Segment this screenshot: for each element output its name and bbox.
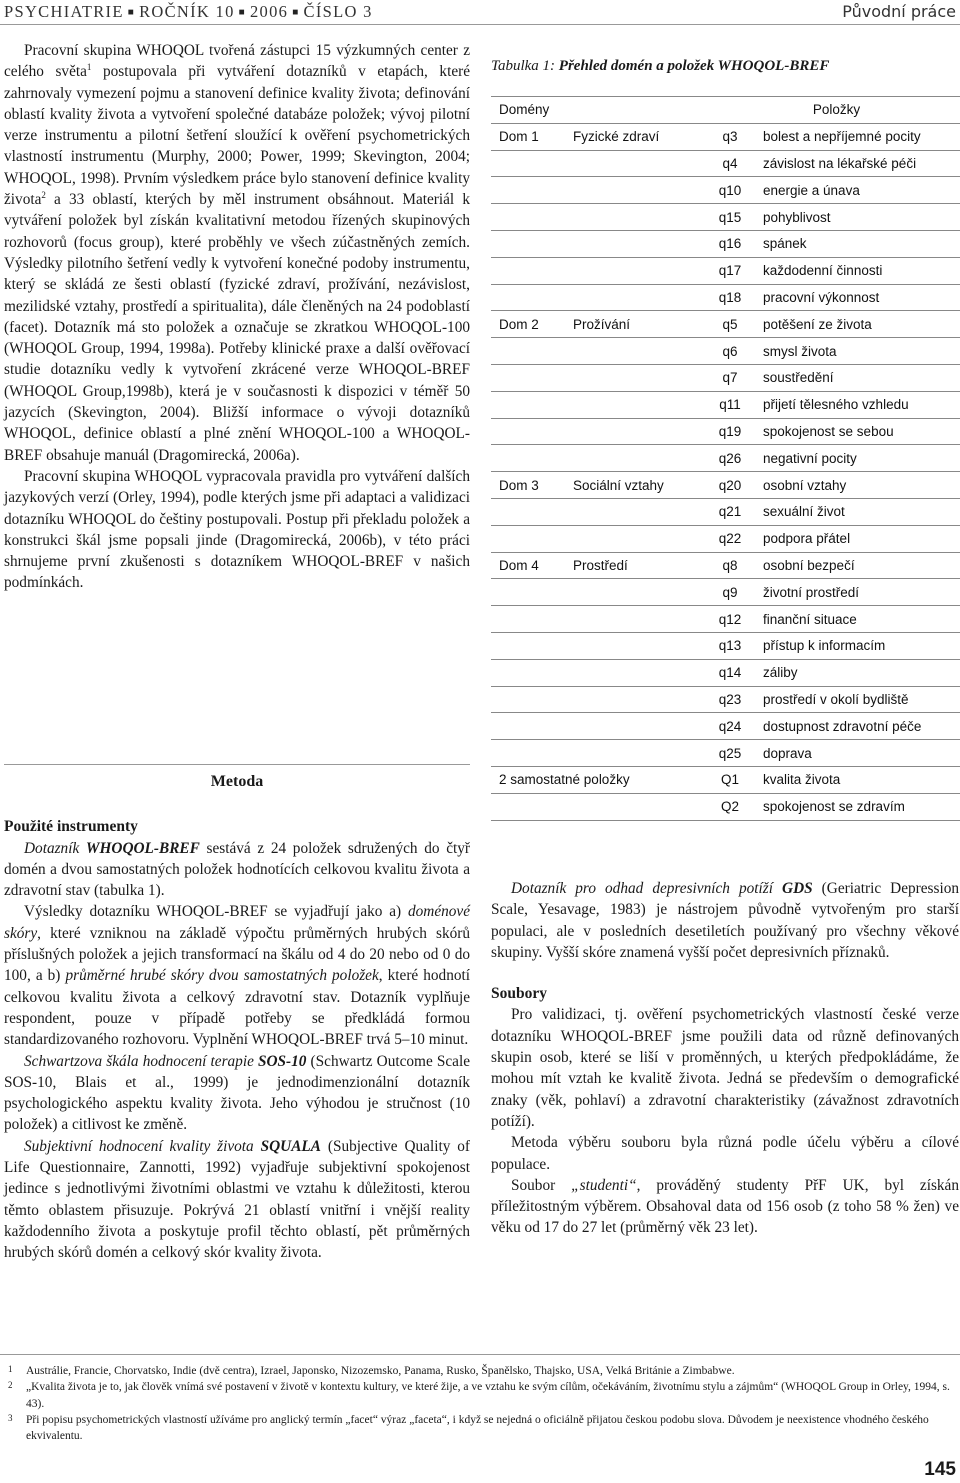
journal-issue: ČÍSLO 3 — [303, 2, 373, 21]
cell-domain — [491, 418, 565, 445]
cell-item-code: q4 — [722, 155, 738, 171]
left-column — [4, 40, 470, 594]
section-divider — [4, 764, 470, 765]
table-row — [491, 579, 960, 606]
paragraph-students: Soubor „studenti“, prováděný studenty PřF UK, byl získán příležitostným výběrem. Obsahoval data od 156 osob (z toho 58 % žen) ve věku od 17 do 27 let (průměrný věk 23 let). — [491, 1176, 959, 1237]
journal-year: 2006 — [250, 2, 289, 21]
table-row — [491, 686, 960, 713]
table-row — [491, 659, 960, 686]
table-row — [491, 150, 960, 177]
cell-domain — [491, 740, 565, 767]
running-header — [0, 0, 960, 25]
separator-square-icon: ■ — [238, 7, 246, 18]
cell-item-label: podpora přátel — [763, 531, 851, 547]
cell-item-code: q12 — [718, 611, 742, 627]
cell-item-code: q13 — [718, 638, 742, 654]
right-column — [491, 878, 959, 1239]
cell-domain-name — [565, 659, 705, 686]
subheading-instruments: Použité instrumenty — [4, 818, 138, 836]
cell-domain-name — [565, 740, 705, 767]
table-row — [491, 632, 960, 659]
section-heading-metoda: Metoda — [210, 773, 264, 790]
cell-domain-name — [565, 498, 705, 525]
cell-item-code: q18 — [718, 289, 742, 305]
footnote-1: 1 Austrálie, Francie, Chorvatsko, Indie (dvě centra), Izrael, Japonsko, Nizozemsko, Panama, Rusko, Španělsko, Thajsko, USA, Velká Británie a Zimbabwe. — [8, 1364, 735, 1377]
cell-domain-name — [565, 606, 705, 633]
table-row — [491, 257, 960, 284]
cell-item-label: přijetí tělesného vzhledu — [763, 397, 909, 413]
page-number: 145 — [924, 1459, 956, 1480]
cell-domain: Dom 2 — [499, 316, 539, 332]
footnote-ref-2[interactable]: 2 — [41, 189, 46, 200]
separator-square-icon: ■ — [292, 7, 300, 18]
cell-domain — [491, 713, 565, 740]
cell-domain-name — [565, 257, 705, 284]
cell-item-code: q17 — [718, 263, 742, 279]
cell-item-code: q21 — [718, 504, 742, 520]
cell-item-code: q11 — [719, 397, 741, 413]
cell-domain — [491, 686, 565, 713]
paragraph-sos10: Schwartzova škála hodnocení terapie SOS-10 (Schwartz Outcome Scale SOS-10, Blais et al., 1999) je jednodimenzionální dotazník psychologického aspektu kvality života. Jeho výhodou je stručnost (10 položek) a citlivost ke změně. — [4, 1052, 470, 1134]
cell-item-code: q5 — [722, 316, 738, 332]
table-row — [491, 177, 960, 204]
paragraph-adaptation: Pracovní skupina WHOQOL vypracovala pravidla pro vytváření dalších jazykových verzí (Orley, 1994), podle kterých jsme při adaptaci a validizaci dotazníku WHOQOL do češtiny postupovali. Postup při překladu položek a konstrukci škál jsme popsali jinde (Dragomirecká, 2006b), v této práci shrnujeme první zkušenosti s dotazníkem WHOQOL-BREF v našich podmínkách. — [4, 467, 470, 592]
cell-domain — [491, 150, 565, 177]
cell-item-label: životní prostředí — [763, 584, 860, 600]
cell-domain-name — [565, 445, 705, 472]
table-row — [491, 418, 960, 445]
cell-item-code: q15 — [718, 209, 742, 225]
cell-item-code: q6 — [722, 343, 738, 359]
table-row — [491, 793, 960, 820]
cell-domain — [491, 230, 565, 257]
cell-domain — [491, 338, 565, 365]
cell-item-label: potěšení ze života — [763, 316, 872, 332]
cell-item-label: doprava — [763, 745, 812, 761]
footnote-3: 3 Při popisu psychometrických vlastností užíváme pro anglický termín „facet“ výraz „faceta“, i když se nejedná o oficiálně přijatou českou podobu slova. Důvodem je neexistence vhodného českého ekvivalentu. — [8, 1412, 929, 1443]
table-row — [491, 364, 960, 391]
cell-domain — [491, 391, 565, 418]
metoda-section — [4, 764, 470, 1264]
table-body — [491, 123, 960, 820]
cell-item-label: finanční situace — [763, 611, 857, 627]
cell-domain-name — [565, 525, 705, 552]
paragraph-intro: Pracovní skupina WHOQOL tvořená zástupci 15 výzkumných center z celého světa$^1$ postupovala při vytváření dotazníků v etapách, které zahrnovaly vymezení pojmu a stanovení definice kvality života; definování oblastí kvality života a vytvoření společné databáze položek; vývoj pilotní verze instrumentu a pilotní šetření sloužící k ověření psychometrických vlastností instrumentu (Murphy, 2000; Power, 1999; Skevington, 2004; WHOQOL, 1998). Prvním výsledkem práce bylo stanovení definice kvality života$^2$ a 33 oblastí, kterých by měl instrument obsáhnout. Materiál k vytváření položek byl získán kvalitativní metodou řízených skupinových rozhovorů (focus group), které proběhly ve všech zúčastněných zemích. Výsledky pilotního šetření vedly k vytvoření konečné podoby instrumentu, který se skládá ze šesti oblastí (fyzické zdraví, prožívání, nezávislost, mezilidské vztahy, prostředí a spiritualita), dále členěných na 24 podoblastí (facet). Dotazník má sto položek a označuje se zkratkou WHOQOL-100 (WHOQOL Group, 1994, 1998a). Potřeby klinické praxe a další ověřovací studie dotazníku vedly k vytvoření zkrácené verze WHOQOL-BREF (WHOQOL Group,1998b), která je v současnosti k dispozici v téměř 50 jazycích (Skevington, 2004). Bližší informace o vývoji dotazníků WHOQOL, definice oblastí a plné znění WHOQOL-100 a WHOQOL-BREF obsahuje manuál (Dragomirecká, 2006a). — [4, 42, 470, 464]
cell-domain — [491, 632, 565, 659]
journal-name: PSYCHIATRIE — [4, 2, 124, 21]
cell-domain-name: Sociální vztahy — [573, 477, 664, 493]
cell-item-label: pohyblivost — [763, 209, 831, 225]
table-row — [491, 498, 960, 525]
cell-item-code: q10 — [718, 182, 742, 198]
cell-item-label: soustředění — [763, 370, 834, 386]
cell-item-label: prostředí v okolí bydliště — [763, 691, 909, 707]
table-row — [491, 766, 960, 793]
cell-domain — [491, 257, 565, 284]
cell-domain-name — [565, 284, 705, 311]
cell-domain — [491, 525, 565, 552]
table-row — [491, 472, 960, 499]
cell-domain-name — [565, 177, 705, 204]
cell-domain — [491, 364, 565, 391]
cell-domain-name — [565, 364, 705, 391]
cell-item-label: osobní vztahy — [763, 477, 847, 493]
table-row — [491, 311, 960, 338]
cell-domain-name — [565, 686, 705, 713]
cell-domain — [491, 606, 565, 633]
paragraph-gds: Dotazník pro odhad depresivních potíží GDS (Geriatric Depression Scale, Yesavage, 1983) je nástrojem původně vytvořeným pro starší populaci, ale v posledních desetiletích používaný pro všechny věkové skupiny. Vyšší skóre znamená vyšší počet depresivních příznaků. — [491, 880, 959, 961]
cell-item-code: q22 — [718, 531, 742, 547]
cell-domain-name — [565, 230, 705, 257]
paragraph-squala: Subjektivní hodnocení kvality života SQUALA (Subjective Quality of Life Questionnaire, Zannotti, 1992) vyjadřuje subjektivní spokojenost jedince s jednotlivými životními oblastmi ve vztahu k důležitosti, kterou těmto oblastem přisuzuje. Pokrývá 21 oblastí vnitřní i vnější reality každodenního života a poskytuje profil těchto oblastí, pět průměrných hrubých skórů domén a celkový skór kvality života. — [4, 1137, 470, 1262]
cell-item-label: kvalita života — [763, 772, 841, 788]
cell-item-code: q26 — [718, 450, 742, 466]
cell-domain-name — [565, 418, 705, 445]
table-row — [491, 230, 960, 257]
table-row — [491, 123, 960, 150]
cell-item-label: spokojenost se zdravím — [763, 799, 905, 815]
paragraph-whoqol-bref: Dotazník WHOQOL-BREF sestává z 24 položek sdružených do čtyř domén a dvou samostatných položek hodnotících celkovou kvalitu života a zdravotní stav (tabulka 1). — [4, 839, 470, 900]
header-items: Položky — [812, 102, 861, 118]
cell-domain-name — [565, 204, 705, 231]
cell-item-label: pracovní výkonnost — [763, 289, 880, 305]
cell-domain: Dom 3 — [499, 477, 539, 493]
cell-domain — [491, 284, 565, 311]
table-row — [491, 552, 960, 579]
cell-domain — [491, 498, 565, 525]
cell-domain-name — [565, 150, 705, 177]
cell-domain-name: Prostředí — [573, 557, 628, 573]
cell-item-label: přístup k informacím — [763, 638, 886, 654]
journal-info — [4, 2, 373, 22]
cell-item-label: negativní pocity — [763, 450, 857, 466]
cell-item-code: q14 — [718, 665, 742, 681]
cell-domain: Dom 4 — [499, 557, 539, 573]
cell-item-code: q16 — [718, 236, 742, 252]
cell-domain — [491, 445, 565, 472]
journal-volume: ROČNÍK 10 — [139, 2, 235, 21]
cell-item-label: závislost na lékařské péči — [763, 155, 917, 171]
cell-item-label: dostupnost zdravotní péče — [763, 718, 922, 734]
header-domains: Domény — [499, 102, 550, 118]
paragraph-validation: Pro validizaci, tj. ověření psychometrických vlastností české verze dotazníku WHOQOL-BREF jsme použili data od různě definovaných skupin osob, které se liší v proměnných, u kterých předpokládáme, že mohou mít vztah ke kvalitě života. Jedná se především o demografické znaky (věk, pohlaví) a zdravotní charakteristiky (závažnost zdravotních potíží). — [491, 1006, 959, 1130]
cell-domain-name: Fyzické zdraví — [573, 129, 660, 145]
cell-item-label: záliby — [763, 665, 798, 681]
table-row — [491, 445, 960, 472]
cell-domain: 2 samostatné položky — [499, 772, 630, 788]
cell-domain-name — [565, 391, 705, 418]
cell-item-code: Q1 — [720, 772, 739, 788]
footnotes — [0, 1354, 960, 1444]
table-row — [491, 713, 960, 740]
cell-item-label: energie a únava — [763, 182, 860, 198]
footnote-2: 2 „Kvalita života je to, jak člověk vnímá své postavení v životě v kontextu kultury, ve které žije, a ve vztahu ke svým cílům, očekáváním, životnímu stylu a zájmům“ (WHOQOL Group in Orley, 1994, s. 43). — [8, 1380, 950, 1410]
cell-domain-name — [565, 579, 705, 606]
subheading-soubory: Soubory — [491, 985, 547, 1003]
table-row — [491, 606, 960, 633]
cell-domain: Dom 1 — [499, 129, 539, 145]
paragraph-sampling: Metoda výběru souboru byla různá podle účelu výběru a cílové populace. — [491, 1134, 959, 1173]
cell-domain-name — [565, 338, 705, 365]
cell-domain — [491, 579, 565, 606]
table-row — [491, 204, 960, 231]
cell-item-label: spokojenost se sebou — [763, 423, 894, 439]
table-header-row — [491, 97, 960, 124]
table-row — [491, 525, 960, 552]
cell-item-code: q20 — [718, 477, 742, 493]
cell-item-code: q23 — [718, 691, 742, 707]
domains-table — [491, 96, 960, 821]
cell-item-label: smysl života — [763, 343, 837, 359]
cell-item-code: q19 — [718, 423, 742, 439]
cell-domain — [491, 177, 565, 204]
table-row — [491, 391, 960, 418]
cell-item-code: q9 — [722, 584, 738, 600]
cell-item-code: q3 — [722, 129, 738, 145]
cell-item-label: osobní bezpečí — [763, 557, 855, 573]
table-row — [491, 740, 960, 767]
separator-square-icon: ■ — [127, 7, 136, 18]
cell-domain — [491, 793, 705, 820]
cell-domain-name: Prožívání — [573, 316, 631, 332]
cell-item-code: Q2 — [720, 799, 739, 815]
footnote-ref-1[interactable]: 1 — [86, 62, 92, 73]
cell-item-label: bolest a nepříjemné pocity — [763, 129, 921, 145]
cell-item-label: spánek — [763, 236, 807, 252]
section-label: Původní práce — [842, 2, 956, 21]
table-row — [491, 338, 960, 365]
cell-item-code: q24 — [718, 718, 742, 734]
table-caption: Tabulka 1: Přehled domén a položek WHOQOL-BREF — [491, 58, 830, 74]
cell-item-code: q7 — [722, 370, 738, 386]
cell-item-code: q25 — [718, 745, 742, 761]
cell-domain-name — [565, 632, 705, 659]
cell-domain — [491, 204, 565, 231]
cell-item-label: sexuální život — [763, 504, 845, 520]
cell-item-label: každodenní činnosti — [763, 263, 883, 279]
cell-domain — [491, 659, 565, 686]
cell-item-code: q8 — [722, 557, 738, 573]
cell-domain-name — [565, 713, 705, 740]
table-row — [491, 284, 960, 311]
paragraph-scores: Výsledky dotazníku WHOQOL-BREF se vyjadřují jako a) doménové skóry, které vzniknou na základě výpočtu průměrných hrubých skórů příslušných položek a jejich transformací na škálu od 4 do 20 nebo od 0 do 100, a b) průměrné hrubé skóry dvou samostatných položek, které hodnotí celkovou kvalitu života a celkový zdravotní stav. Dotazník vyplňuje respondent, pouze v případě potřeby se předkládá formou standardizovaného rozhovoru. Vyplnění WHOQOL-BREF trvá 5–10 minut. — [4, 903, 471, 1049]
